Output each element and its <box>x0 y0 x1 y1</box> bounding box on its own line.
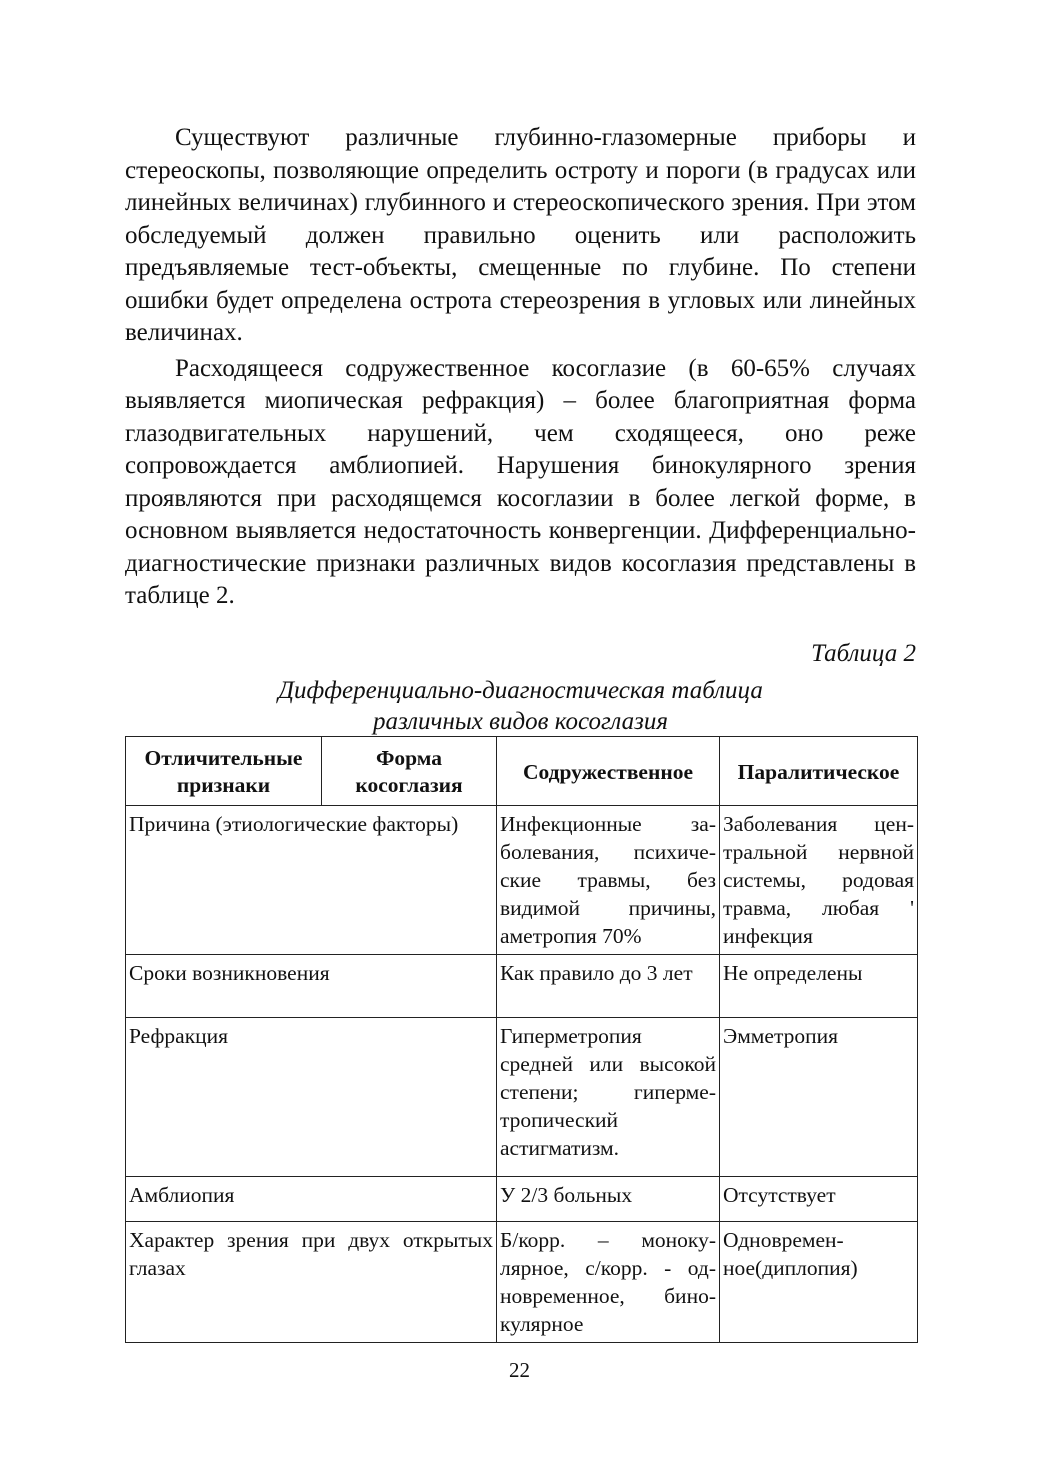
row-feature-cell: Сроки возникновения <box>126 955 497 1018</box>
table-title <box>125 675 916 737</box>
table-row <box>126 955 918 1018</box>
table-title-line-2: различных видов косоглазия <box>373 708 668 735</box>
row-concomitant-cell: Как правило до 3 лет <box>497 955 720 1018</box>
table-row <box>126 1018 918 1177</box>
page-content <box>125 122 916 1336</box>
header-paralytic: Паралитическое <box>720 737 918 806</box>
paragraph-2: Расходящееся содружественное косоглазие (в 60-65% случаях выявляется миопическая рефракция) – более благоприятная форма глазодвигательных нарушений, чем сходящееся, оно реже сопровождается амблиопией. Нарушения бинокулярного зрения проявляются при расходящемся косоглазии в более легкой форме, в основном выявляется недостаточность конвергенции. Дифференциально-диагностические признаки различных видов косоглазия представлены в таблице 2. <box>125 354 916 609</box>
header-strabismus-form: Форма косоглазия <box>322 737 497 806</box>
row-feature-cell: Амблиопия <box>126 1177 497 1222</box>
row-concomitant-cell: Гиперметропия средней или высокой степени; гиперме-тропический астигматизм. <box>497 1018 720 1177</box>
row-concomitant-cell: Инфекционные заболевания, психические травмы, без видимой причины, аметропия 70% <box>497 806 720 955</box>
row-paralytic-cell: Эмметропия <box>720 1018 918 1177</box>
row-paralytic-cell: Не определены <box>720 955 918 1018</box>
table-title-line-1: Дифференциально-диагностическая таблица <box>278 677 763 704</box>
row-concomitant-cell: У 2/3 больных <box>497 1177 720 1222</box>
row-concomitant-cell: Б/корр. – монокулярное, с/корр. - одновременное, бинокулярное <box>497 1222 720 1343</box>
table-row <box>126 1222 918 1343</box>
row-paralytic-cell: Одновременное(диплопия) <box>720 1222 918 1343</box>
row-paralytic-cell: Отсутствует <box>720 1177 918 1222</box>
table-header-row <box>126 737 918 806</box>
table-number: Таблица 2 <box>811 640 916 667</box>
header-concomitant: Содружественное <box>497 737 720 806</box>
strabismus-table <box>125 736 918 1343</box>
page-number: 22 <box>509 1358 530 1382</box>
row-paralytic-cell: Заболевания центральной нервной системы, родовая травма, любая ' инфекция <box>720 806 918 955</box>
row-feature-cell: Характер зрения при двух открытых глазах <box>126 1222 497 1343</box>
row-feature-cell: Рефракция <box>126 1018 497 1177</box>
row-feature-cell: Причина (этиологические факторы) <box>126 806 497 955</box>
header-distinguishing-features: Отличительные признаки <box>126 737 322 806</box>
paragraph-1: Существуют различные глубинно-глазомерные приборы и стереоскопы, позволяющие определить остроту и пороги (в градусах или линейных величинах) глубинного и стереоскопического зрения. При этом обследуемый должен правильно оценить или расположить предъявляемые тест-объекты, смещенные по глубине. По степени ошибки будет определена острота стереозрения в угловых или линейных величинах. <box>125 124 916 346</box>
table-row <box>126 1177 918 1222</box>
table-row <box>126 806 918 955</box>
